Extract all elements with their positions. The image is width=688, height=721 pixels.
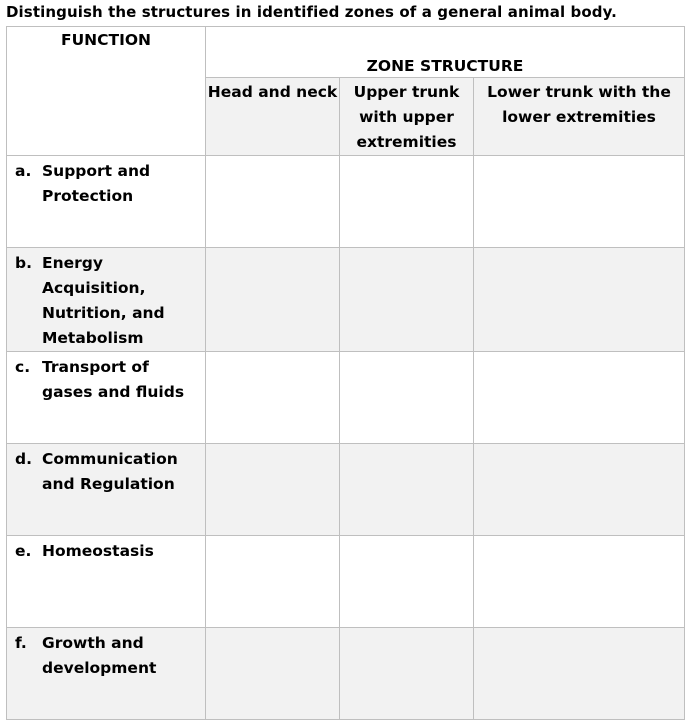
function-letter: e. [15,542,32,560]
function-cell [7,628,206,720]
function-label: Energy Acquisition, Nutrition, and Metabolism [42,254,165,347]
table-row [7,536,685,628]
function-letter: d. [15,450,32,468]
function-cell [7,536,206,628]
function-label: Homeostasis [42,542,154,560]
answer-cell[interactable] [474,156,685,248]
answer-cell[interactable] [206,248,340,352]
answer-cell[interactable] [474,444,685,536]
answer-cell[interactable] [474,248,685,352]
answer-cell[interactable] [340,444,474,536]
zone-structure-header: ZONE STRUCTURE [206,27,685,78]
answer-cell[interactable] [340,156,474,248]
function-cell [7,352,206,444]
answer-cell[interactable] [340,536,474,628]
zone-header-head-neck: Head and neck [206,78,340,156]
zone-header-lower-trunk: Lower trunk with the lower extremities [474,78,685,156]
function-letter: b. [15,254,32,272]
answer-cell[interactable] [340,352,474,444]
function-label: Growth and development [42,634,157,677]
answer-cell[interactable] [206,444,340,536]
answer-cell[interactable] [474,352,685,444]
answer-cell[interactable] [474,536,685,628]
answer-cell[interactable] [340,248,474,352]
answer-cell[interactable] [206,352,340,444]
table-row [7,444,685,536]
function-cell [7,248,206,352]
answer-cell[interactable] [206,536,340,628]
instruction-text: Distinguish the structures in identified zones of a general animal body. [6,3,617,21]
function-letter: a. [15,162,32,180]
answer-cell[interactable] [206,628,340,720]
table-row [7,352,685,444]
function-letter: c. [15,358,31,376]
function-label: Transport of gases and fluids [42,358,185,401]
function-letter: f. [15,634,27,652]
function-label: Communication and Regulation [42,450,178,493]
answer-cell[interactable] [474,628,685,720]
zone-structure-table [6,26,685,720]
answer-cell[interactable] [206,156,340,248]
function-label: Support and Protection [42,162,151,205]
function-cell [7,444,206,536]
zone-header-upper-trunk: Upper trunk with upper extremities [340,78,474,156]
table-row [7,628,685,720]
function-header: FUNCTION [7,27,206,156]
table-row [7,156,685,248]
table-row [7,248,685,352]
answer-cell[interactable] [340,628,474,720]
function-cell [7,156,206,248]
